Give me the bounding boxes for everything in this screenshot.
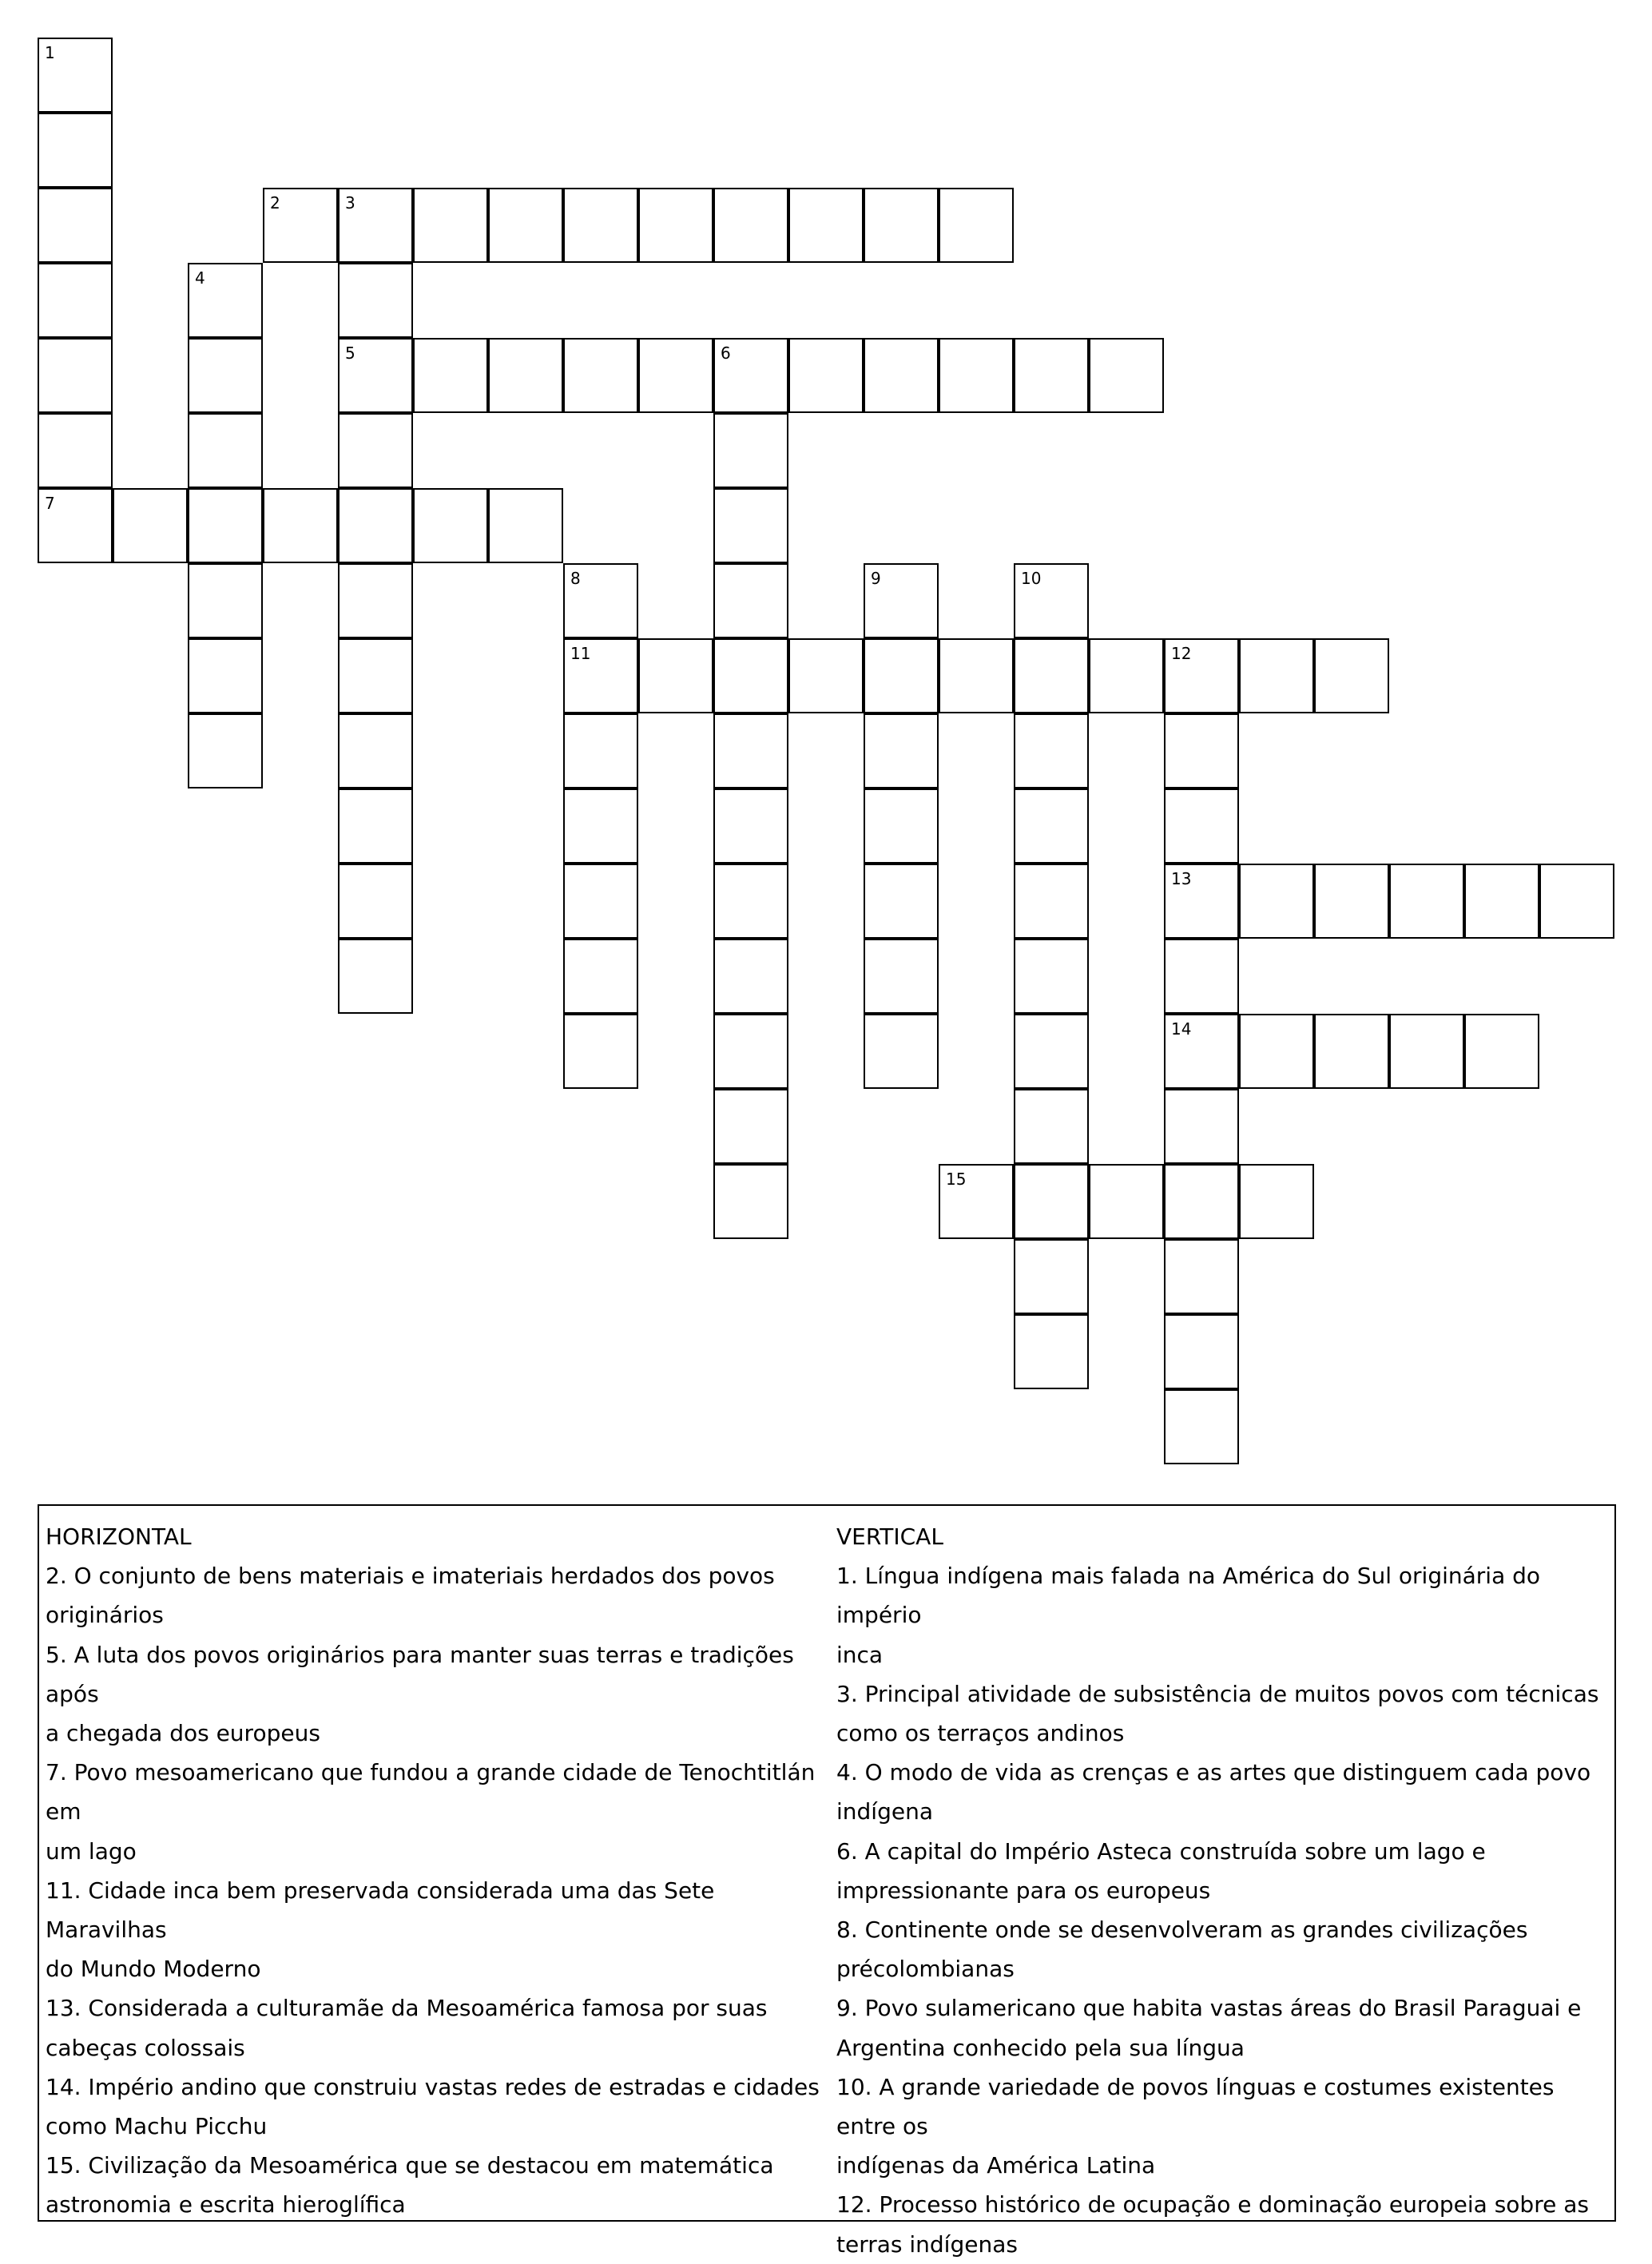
- clue-number: 10: [1021, 569, 1042, 588]
- down-header: VERTICAL: [836, 1523, 943, 1550]
- grid-cell[interactable]: [1164, 1239, 1239, 1314]
- grid-cell[interactable]: [864, 1014, 939, 1089]
- grid-cell[interactable]: [1164, 864, 1239, 939]
- grid-cell[interactable]: [1539, 864, 1614, 939]
- grid-cell[interactable]: [38, 413, 113, 488]
- grid-cell[interactable]: [1164, 638, 1239, 713]
- grid-cell[interactable]: [638, 188, 713, 263]
- grid-cell[interactable]: [713, 939, 788, 1014]
- down-clue-12-line2: terras indígenas: [836, 2230, 1018, 2258]
- across-clue-15-line2: astronomia e escrita hieroglífica: [46, 2191, 406, 2218]
- down-clue-3-line2: como os terraços andinos: [836, 1720, 1125, 1747]
- clue-box: [38, 1504, 1616, 2258]
- down-clue-4-line1: 4. O modo de vida as crenças e as artes que distinguem cada povo: [836, 1759, 1591, 1786]
- across-clue-11-line1: 11. Cidade inca bem preservada considerada uma das Sete Maravilhas: [46, 1877, 715, 1944]
- grid-cell[interactable]: [864, 713, 939, 788]
- across-clue-2-line1: 2. O conjunto de bens materiais e imateriais herdados dos povos: [46, 1563, 775, 1590]
- grid-cell[interactable]: [1089, 1164, 1164, 1239]
- grid-cell[interactable]: [38, 188, 113, 263]
- grid-cell[interactable]: [713, 713, 788, 788]
- grid-cell[interactable]: [713, 563, 788, 638]
- grid-cell[interactable]: [713, 338, 788, 413]
- grid-cell[interactable]: [713, 488, 788, 563]
- grid-cell[interactable]: [563, 939, 638, 1014]
- grid-cell[interactable]: [563, 1014, 638, 1089]
- grid-cell[interactable]: [638, 638, 713, 713]
- down-clue-4-line2: indígena: [836, 1798, 933, 1825]
- grid-cell[interactable]: [563, 713, 638, 788]
- grid-cell[interactable]: [1014, 939, 1089, 1014]
- grid-cell[interactable]: [1164, 1389, 1239, 1464]
- grid-cell[interactable]: [188, 413, 263, 488]
- grid-cell[interactable]: [413, 188, 488, 263]
- grid-cell[interactable]: [338, 638, 413, 713]
- grid-cell[interactable]: [338, 563, 413, 638]
- grid-cell[interactable]: [713, 1014, 788, 1089]
- grid-cell[interactable]: [713, 638, 788, 713]
- grid-cell[interactable]: [1239, 638, 1314, 713]
- clue-number: 14: [1171, 1019, 1192, 1039]
- grid-cell[interactable]: [864, 188, 939, 263]
- grid-cell[interactable]: [1314, 638, 1389, 713]
- grid-cell[interactable]: [563, 338, 638, 413]
- grid-cell[interactable]: [1164, 788, 1239, 864]
- across-clue-7-line1: 7. Povo mesoamericano que fundou a grande cidade de Tenochtitlán em: [46, 1759, 816, 1825]
- grid-cell[interactable]: [1389, 1014, 1464, 1089]
- grid-cell[interactable]: [864, 638, 939, 713]
- grid-cell[interactable]: [338, 188, 413, 263]
- grid-cell[interactable]: [338, 713, 413, 788]
- across-header: HORIZONTAL: [46, 1523, 192, 1550]
- grid-cell[interactable]: [563, 188, 638, 263]
- grid-cell[interactable]: [1014, 338, 1089, 413]
- grid-cell[interactable]: [864, 788, 939, 864]
- across-clue-14-line1: 14. Império andino que construiu vastas redes de estradas e cidades: [46, 2073, 820, 2100]
- down-clue-1-line2: inca: [836, 1641, 884, 1668]
- grid-cell[interactable]: [1014, 1239, 1089, 1314]
- clue-number: 13: [1171, 869, 1192, 888]
- grid-cell[interactable]: [413, 488, 488, 563]
- grid-cell[interactable]: [488, 488, 563, 563]
- grid-cell[interactable]: [1014, 1314, 1089, 1389]
- grid-cell[interactable]: [1464, 864, 1539, 939]
- grid-cell[interactable]: [788, 638, 864, 713]
- across-clue-14-line2: como Machu Picchu: [46, 2113, 268, 2140]
- grid-cell[interactable]: [1164, 1014, 1239, 1089]
- grid-cell[interactable]: [1239, 864, 1314, 939]
- clue-number: 11: [570, 644, 591, 663]
- down-clue-8-line1: 8. Continente onde se desenvolveram as grandes civilizações: [836, 1916, 1528, 1944]
- down-clue-1-line1: 1. Língua indígena mais falada na América do Sul originária do império: [836, 1563, 1541, 1629]
- grid-cell[interactable]: [788, 338, 864, 413]
- grid-cell[interactable]: [939, 638, 1014, 713]
- grid-cell[interactable]: [188, 713, 263, 788]
- clue-number: 5: [345, 344, 355, 363]
- grid-cell[interactable]: [38, 113, 113, 188]
- across-clue-7-line2: um lago: [46, 1837, 137, 1865]
- down-clue-column: [836, 1517, 1611, 2264]
- across-clue-11-line2: do Mundo Moderno: [46, 1956, 261, 1983]
- grid-cell[interactable]: [488, 338, 563, 413]
- grid-cell[interactable]: [1089, 638, 1164, 713]
- grid-cell[interactable]: [338, 413, 413, 488]
- across-clue-13-line1: 13. Considerada a culturamãe da Mesoamérica famosa por suas: [46, 1995, 768, 2022]
- grid-cell[interactable]: [1164, 1314, 1239, 1389]
- down-clue-10-line2: indígenas da América Latina: [836, 2152, 1156, 2179]
- grid-cell[interactable]: [939, 338, 1014, 413]
- grid-cell[interactable]: [338, 338, 413, 413]
- across-clue-2-line2: originários: [46, 1602, 164, 1629]
- down-clue-9-line1: 9. Povo sulamericano que habita vastas áreas do Brasil Paraguai e: [836, 1995, 1582, 2022]
- clue-number: 7: [45, 494, 55, 513]
- clue-number: 15: [946, 1170, 967, 1189]
- grid-cell[interactable]: [713, 1164, 788, 1239]
- grid-cell[interactable]: [1014, 563, 1089, 638]
- grid-cell[interactable]: [1314, 864, 1389, 939]
- clue-number: 1: [45, 43, 55, 62]
- grid-cell[interactable]: [713, 413, 788, 488]
- grid-cell[interactable]: [1314, 1014, 1389, 1089]
- clue-number: 12: [1171, 644, 1192, 663]
- clue-number: 6: [721, 344, 731, 363]
- grid-cell[interactable]: [338, 864, 413, 939]
- grid-cell[interactable]: [188, 263, 263, 338]
- grid-cell[interactable]: [338, 263, 413, 338]
- down-clue-12-line1: 12. Processo histórico de ocupação e dominação europeia sobre as: [836, 2191, 1589, 2218]
- grid-cell[interactable]: [338, 788, 413, 864]
- grid-cell[interactable]: [1239, 1164, 1314, 1239]
- grid-cell[interactable]: [1014, 864, 1089, 939]
- grid-cell[interactable]: [38, 263, 113, 338]
- grid-cell[interactable]: [1164, 1089, 1239, 1164]
- grid-cell[interactable]: [1239, 1014, 1314, 1089]
- grid-cell[interactable]: [113, 488, 188, 563]
- grid-cell[interactable]: [563, 864, 638, 939]
- grid-cell[interactable]: [638, 338, 713, 413]
- grid-cell[interactable]: [1014, 788, 1089, 864]
- across-clue-15-line1: 15. Civilização da Mesoamérica que se destacou em matemática: [46, 2152, 774, 2179]
- grid-cell[interactable]: [263, 188, 338, 263]
- grid-cell[interactable]: [563, 563, 638, 638]
- grid-cell[interactable]: [1014, 1014, 1089, 1089]
- grid-cell[interactable]: [1089, 338, 1164, 413]
- grid-cell[interactable]: [188, 488, 263, 563]
- grid-cell[interactable]: [939, 1164, 1014, 1239]
- grid-cell[interactable]: [713, 788, 788, 864]
- grid-cell[interactable]: [1164, 939, 1239, 1014]
- grid-cell[interactable]: [713, 864, 788, 939]
- grid-cell[interactable]: [864, 338, 939, 413]
- grid-cell[interactable]: [1389, 864, 1464, 939]
- down-clue-9-line2: Argentina conhecido pela sua língua: [836, 2034, 1245, 2061]
- grid-cell[interactable]: [864, 939, 939, 1014]
- down-clue-8-line2: précolombianas: [836, 1956, 1015, 1983]
- grid-cell[interactable]: [188, 638, 263, 713]
- grid-cell[interactable]: [263, 488, 338, 563]
- clue-number: 2: [270, 193, 280, 212]
- clue-number: 3: [345, 193, 355, 212]
- across-clue-13-line2: cabeças colossais: [46, 2034, 245, 2061]
- grid-cell[interactable]: [188, 338, 263, 413]
- grid-cell[interactable]: [563, 638, 638, 713]
- across-clue-5-line2: a chegada dos europeus: [46, 1720, 320, 1747]
- down-clue-3-line1: 3. Principal atividade de subsistência de muitos povos com técnicas: [836, 1680, 1599, 1707]
- clue-number: 9: [871, 569, 881, 588]
- grid-cell[interactable]: [1164, 1164, 1239, 1239]
- grid-cell[interactable]: [1014, 1164, 1089, 1239]
- grid-cell[interactable]: [38, 38, 113, 113]
- grid-cell[interactable]: [188, 563, 263, 638]
- grid-cell[interactable]: [38, 338, 113, 413]
- grid-cell[interactable]: [338, 939, 413, 1014]
- grid-cell[interactable]: [788, 188, 864, 263]
- clue-number: 4: [195, 268, 205, 288]
- grid-cell[interactable]: [1464, 1014, 1539, 1089]
- grid-cell[interactable]: [338, 488, 413, 563]
- grid-cell[interactable]: [939, 188, 1014, 263]
- grid-cell[interactable]: [563, 788, 638, 864]
- down-clue-6-line2: impressionante para os europeus: [836, 1877, 1211, 1904]
- grid-cell[interactable]: [1164, 713, 1239, 788]
- grid-cell[interactable]: [864, 563, 939, 638]
- grid-cell[interactable]: [1014, 1089, 1089, 1164]
- grid-cell[interactable]: [864, 864, 939, 939]
- grid-cell[interactable]: [38, 488, 113, 563]
- grid-cell[interactable]: [1014, 713, 1089, 788]
- down-clue-10-line1: 10. A grande variedade de povos línguas e costumes existentes entre os: [836, 2073, 1555, 2140]
- down-clue-6-line1: 6. A capital do Império Asteca construída sobre um lago e: [836, 1837, 1486, 1865]
- grid-cell[interactable]: [713, 1089, 788, 1164]
- grid-cell[interactable]: [488, 188, 563, 263]
- across-clue-5-line1: 5. A luta dos povos originários para manter suas terras e tradições após: [46, 1641, 794, 1707]
- grid-cell[interactable]: [1014, 638, 1089, 713]
- grid-cell[interactable]: [413, 338, 488, 413]
- across-clue-column: [46, 1517, 828, 2225]
- grid-cell[interactable]: [713, 188, 788, 263]
- clue-number: 8: [570, 569, 581, 588]
